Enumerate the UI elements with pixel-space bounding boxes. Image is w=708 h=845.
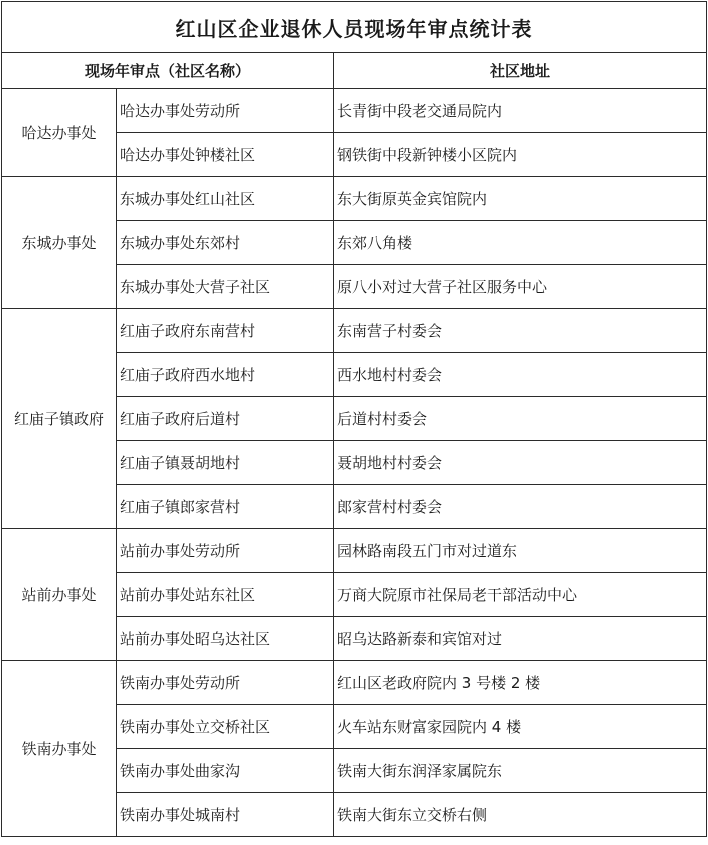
community-address: 东南营子村委会 bbox=[334, 309, 707, 353]
office-name: 铁南办事处 bbox=[2, 661, 117, 837]
table-row bbox=[2, 309, 707, 353]
community-address: 东郊八角楼 bbox=[334, 221, 707, 265]
review-point-name: 红庙子政府东南营村 bbox=[117, 309, 334, 353]
review-point-name: 铁南办事处城南村 bbox=[117, 793, 334, 837]
review-point-name: 铁南办事处立交桥社区 bbox=[117, 705, 334, 749]
community-address: 万商大院原市社保局老干部活动中心 bbox=[334, 573, 707, 617]
review-point-name: 铁南办事处劳动所 bbox=[117, 661, 334, 705]
community-address: 铁南大街东立交桥右侧 bbox=[334, 793, 707, 837]
title-row bbox=[2, 2, 707, 53]
header-row bbox=[2, 53, 707, 89]
review-point-name: 红庙子镇郎家营村 bbox=[117, 485, 334, 529]
review-point-name: 东城办事处东郊村 bbox=[117, 221, 334, 265]
community-address: 后道村村委会 bbox=[334, 397, 707, 441]
community-address: 钢铁街中段新钟楼小区院内 bbox=[334, 133, 707, 177]
table-row bbox=[2, 89, 707, 133]
community-address: 原八小对过大营子社区服务中心 bbox=[334, 265, 707, 309]
table-row bbox=[2, 661, 707, 705]
review-point-name: 红庙子政府后道村 bbox=[117, 397, 334, 441]
community-address: 东大街原英金宾馆院内 bbox=[334, 177, 707, 221]
review-point-name: 哈达办事处钟楼社区 bbox=[117, 133, 334, 177]
office-name: 哈达办事处 bbox=[2, 89, 117, 177]
community-address: 郎家营村村委会 bbox=[334, 485, 707, 529]
office-name: 红庙子镇政府 bbox=[2, 309, 117, 529]
community-address: 聂胡地村村委会 bbox=[334, 441, 707, 485]
review-point-name: 哈达办事处劳动所 bbox=[117, 89, 334, 133]
review-point-name: 站前办事处昭乌达社区 bbox=[117, 617, 334, 661]
header-point: 现场年审点（社区名称） bbox=[2, 53, 334, 89]
community-address: 长青街中段老交通局院内 bbox=[334, 89, 707, 133]
review-point-name: 站前办事处站东社区 bbox=[117, 573, 334, 617]
review-point-name: 站前办事处劳动所 bbox=[117, 529, 334, 573]
community-address: 火车站东财富家园院内 4 楼 bbox=[334, 705, 707, 749]
review-point-name: 红庙子政府西水地村 bbox=[117, 353, 334, 397]
review-point-name: 红庙子镇聂胡地村 bbox=[117, 441, 334, 485]
review-point-name: 东城办事处大营子社区 bbox=[117, 265, 334, 309]
review-points-table bbox=[1, 1, 707, 837]
office-name: 站前办事处 bbox=[2, 529, 117, 661]
community-address: 铁南大街东润泽家属院东 bbox=[334, 749, 707, 793]
review-point-name: 东城办事处红山社区 bbox=[117, 177, 334, 221]
community-address: 园林路南段五门市对过道东 bbox=[334, 529, 707, 573]
table-body bbox=[2, 2, 707, 837]
table-row bbox=[2, 177, 707, 221]
review-point-name: 铁南办事处曲家沟 bbox=[117, 749, 334, 793]
header-address: 社区地址 bbox=[334, 53, 707, 89]
office-name: 东城办事处 bbox=[2, 177, 117, 309]
community-address: 西水地村村委会 bbox=[334, 353, 707, 397]
table-row bbox=[2, 529, 707, 573]
table-title: 红山区企业退休人员现场年审点统计表 bbox=[2, 2, 707, 53]
community-address: 红山区老政府院内 3 号楼 2 楼 bbox=[334, 661, 707, 705]
community-address: 昭乌达路新泰和宾馆对过 bbox=[334, 617, 707, 661]
